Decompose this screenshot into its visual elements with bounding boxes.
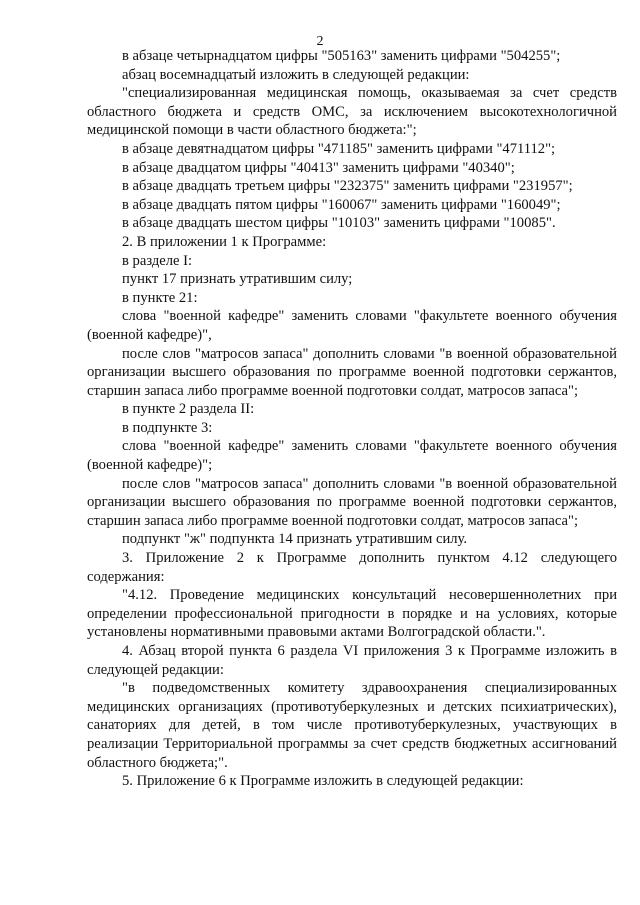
paragraph: пункт 17 признать утратившим силу; (122, 271, 353, 288)
paragraph: в абзаце двадцать пятом цифры "160067" заменить цифрами "160049"; (122, 196, 561, 213)
paragraph: подпункт "ж" подпункта 14 признать утратившим силу. (122, 531, 468, 548)
paragraph: в разделе I: (122, 252, 193, 269)
paragraph: в абзаце двадцатом цифры "40413" заменить цифрами "40340"; (122, 159, 515, 176)
document-body (87, 47, 617, 791)
paragraph: в абзаце двадцать третьем цифры "232375" заменить цифрами "231957"; (122, 178, 573, 195)
paragraph: в пункте 2 раздела II: (122, 401, 255, 418)
paragraph: "в подведомственных комитету здравоохранения специализированных медицинских организациях (противотуберкулезных и детских психиатрических), санаториях для детей, в том числе противотуберкулезных, участвующих в реализации Территориальной программы за счет средств бюджетных ассигнований областного бюджета;". (87, 680, 617, 771)
paragraph: 3. Приложение 2 к Программе дополнить пунктом 4.12 следующего содержания: (87, 550, 617, 585)
paragraph: 4. Абзац второй пункта 6 раздела VI приложения 3 к Программе изложить в следующей редакции: (87, 643, 617, 678)
paragraph: слова "военной кафедре" заменить словами "факультете военного обучения (военной кафедре)"; (87, 438, 617, 474)
paragraph: в абзаце двадцать шестом цифры "10103" заменить цифрами "10085". (122, 215, 556, 232)
paragraph: "специализированная медицинская помощь, оказываемая за счет средств областного бюджета и средств ОМС, за исключением высокотехнологичной медицинской помощи в части областного бюджета:"; (87, 85, 617, 139)
page-number: 2 (316, 34, 324, 49)
paragraph: 2. В приложении 1 к Программе: (122, 233, 327, 250)
paragraph: в абзаце четырнадцатом цифры "505163" заменить цифрами "504255"; (122, 48, 561, 64)
paragraph: 5. Приложение 6 к Программе изложить в следующей редакции: (122, 773, 524, 790)
paragraph: в подпункте 3: (122, 419, 213, 436)
paragraph: слова "военной кафедре" заменить словами "факультете военного обучения (военной кафедре)", (87, 308, 617, 343)
paragraph: абзац восемнадцатый изложить в следующей редакции: (122, 66, 470, 83)
paragraph: в пункте 21: (122, 289, 198, 306)
paragraph: после слов "матросов запаса" дополнить словами "в военной образовательной организации высшего образования по программе военной подготовки сержантов, старшин запаса либо программе военной подготовки солдат, матросов запаса"; (87, 345, 617, 399)
paragraph: "4.12. Проведение медицинских консультаций несовершеннолетних при определении профессиональной пригодности в порядке и на условиях, которые установлены нормативными правовыми актами Волгоградской области.". (87, 587, 617, 641)
paragraph: в абзаце девятнадцатом цифры "471185" заменить цифрами "471112"; (122, 140, 556, 157)
paragraph: после слов "матросов запаса" дополнить словами "в военной образовательной организации высшего образования по программе военной подготовки сержантов, старшин запаса либо программе военной подготовки солдат, матросов запаса"; (87, 475, 617, 529)
